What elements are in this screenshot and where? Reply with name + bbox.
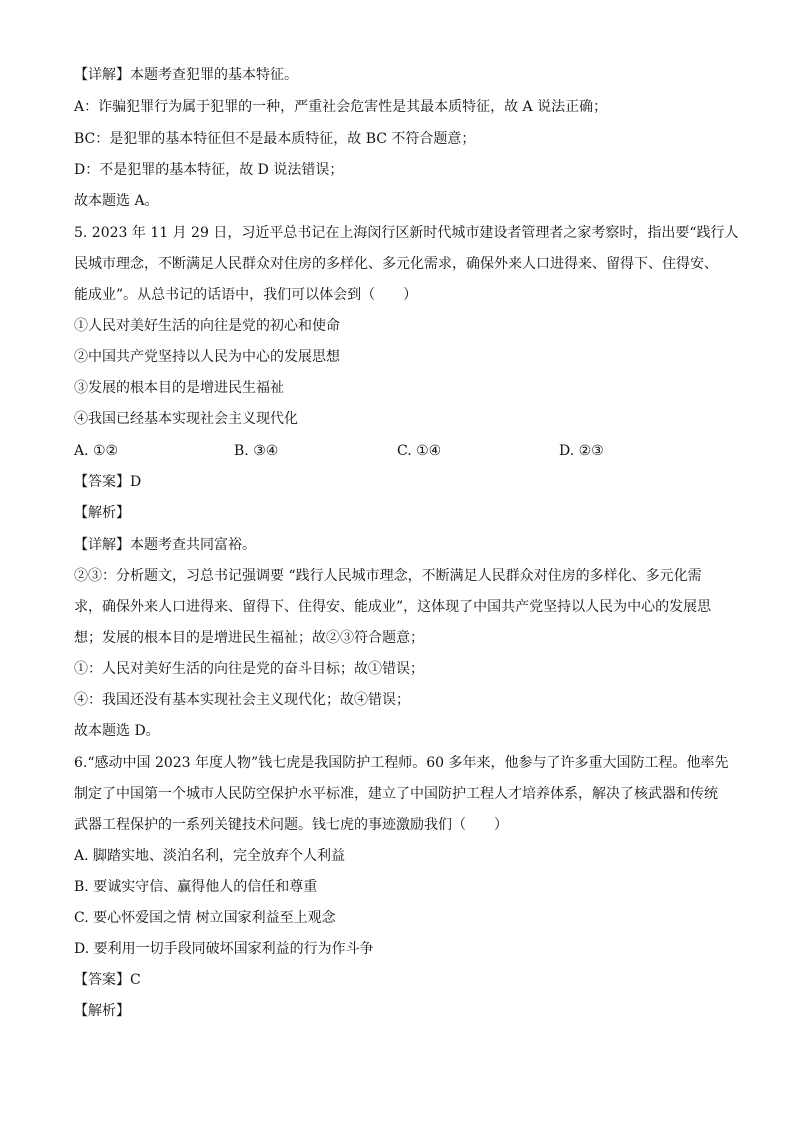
q5-conclusion: 故本题选 D。 xyxy=(74,723,160,739)
q5-statement-3: ③发展的根本目的是增进民生福祉 xyxy=(74,380,284,396)
q5-option-c: C. ①④ xyxy=(397,443,442,459)
q5-option-a: A. ①② xyxy=(74,443,119,459)
q5-stem-line2: 民城市理念，不断满足人民群众对住房的多样化、多元化需求，确保外来人口进得来、留得下、住得安、 xyxy=(74,256,718,272)
q6-option-d: D. 要利用一切手段同破坏国家利益的行为作斗争 xyxy=(74,941,374,957)
q6-stem-line3: 武器工程保护的一系列关键技术问题。钱七虎的事迹激励我们（ ） xyxy=(74,817,508,833)
q4-conclusion: 故本题选 A。 xyxy=(74,193,159,209)
q5-answer: 【答案】D xyxy=(74,474,142,490)
q6-option-b: B. 要诚实守信、赢得他人的信任和尊重 xyxy=(74,879,318,895)
q6-stem-line1: 6.“感动中国 2023 年度人物”钱七虎是我国防护工程师。60 多年来，他参与了许多重大国防工程。他率先 xyxy=(74,755,729,771)
q5-analysis-label: 【解析】 xyxy=(74,505,130,521)
q6-stem-line2: 制定了中国第一个城市人民防空保护水平标准，建立了中国防护工程人才培养体系，解决了核武器和传统 xyxy=(74,786,718,802)
q5-statement-1: ①人民对美好生活的向往是党的初心和使命 xyxy=(74,318,340,334)
q5-stem-line1: 5. 2023 年 11 月 29 日，习近平总书记在上海闵行区新时代城市建设者管理者之家考察时，指出要“践行人 xyxy=(74,225,739,241)
q4-explain-d: D：不是犯罪的基本特征，故 D 说法错误； xyxy=(74,162,344,178)
q4-detail: 【详解】本题考查犯罪的基本特征。 xyxy=(74,67,298,83)
q5-statement-2: ②中国共产党坚持以人民为中心的发展思想 xyxy=(74,349,340,365)
q6-option-c: C. 要心怀爱国之情 树立国家利益至上观念 xyxy=(74,910,336,926)
q6-option-a: A. 脚踏实地、淡泊名利，完全放弃个人利益 xyxy=(74,848,346,864)
q5-explain-4: ④：我国还没有基本实现社会主义现代化；故④错误； xyxy=(74,692,410,708)
q5-option-b: B. ③④ xyxy=(234,443,279,459)
q5-explain-line1: ②③：分析题文，习总书记强调要 “践行人民城市理念，不断满足人民群众对住房的多样化、多元化需 xyxy=(74,568,702,584)
q5-option-d: D. ②③ xyxy=(559,443,604,459)
q5-explain-line3: 想；发展的根本目的是增进民生福祉；故②③符合题意； xyxy=(74,630,424,646)
q4-explain-a: A：诈骗犯罪行为属于犯罪的一种，严重社会危害性是其最本质特征，故 A 说法正确； xyxy=(74,99,608,115)
q6-analysis-label: 【解析】 xyxy=(74,1003,130,1019)
q5-stem-line3: 能成业”。从总书记的话语中，我们可以体会到（ ） xyxy=(74,287,418,303)
q4-explain-bc: BC：是犯罪的基本特征但不是最本质特征，故 BC 不符合题意； xyxy=(74,131,476,147)
q5-explain-1: ①：人民对美好生活的向往是党的奋斗目标；故①错误； xyxy=(74,661,424,677)
q5-detail: 【详解】本题考查共同富裕。 xyxy=(74,537,256,553)
q5-statement-4: ④我国已经基本实现社会主义现代化 xyxy=(74,411,298,427)
q6-answer: 【答案】C xyxy=(74,972,141,988)
q5-explain-line2: 求，确保外来人口进得来、留得下、住得安、能成业”，这体现了中国共产党坚持以人民为中心的发展思 xyxy=(74,599,712,615)
